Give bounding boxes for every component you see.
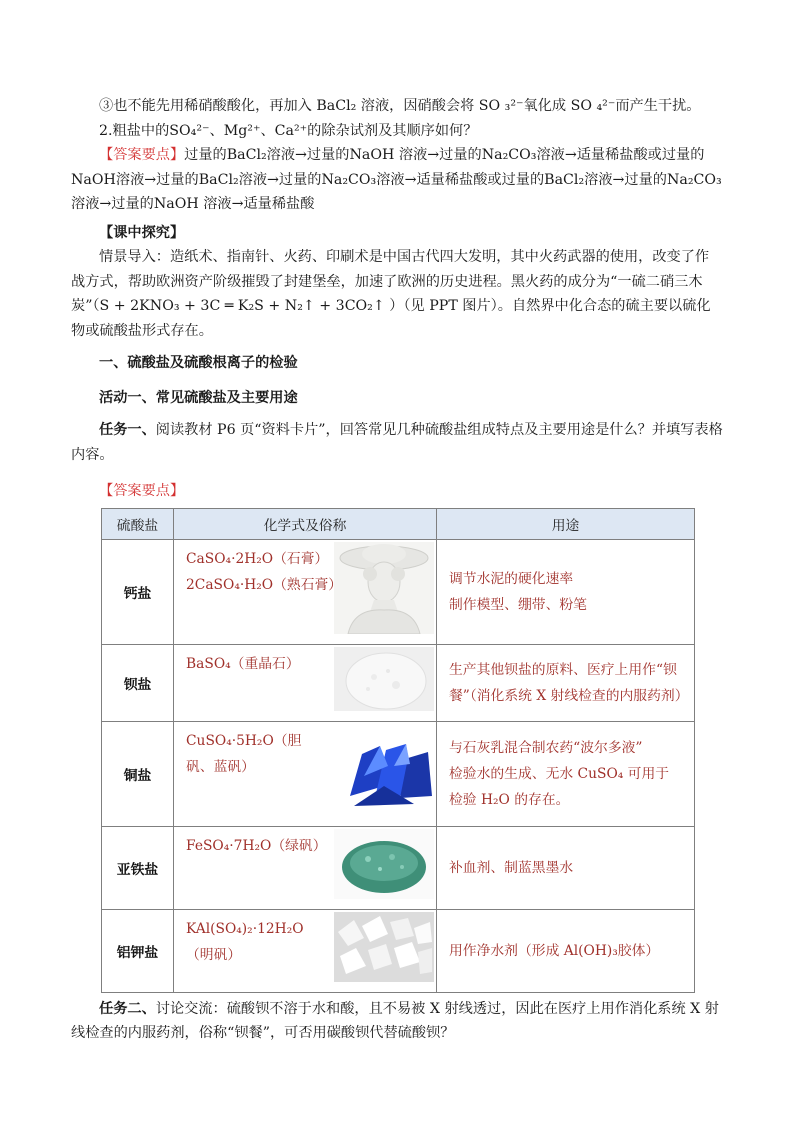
formula-line: CaSO₄·2H₂O（石膏） (186, 550, 329, 567)
table-row (102, 826, 695, 909)
formula-text (174, 910, 326, 968)
use-cell (437, 826, 695, 909)
answer-block-1 (71, 143, 723, 217)
use-line: 制作模型、绷带、粉笔 (449, 596, 587, 613)
formula-cell (174, 644, 437, 721)
table-row (102, 539, 695, 644)
use-line: 与石灰乳混合制农药“波尔多液” (449, 739, 643, 756)
table-header-row (102, 508, 695, 539)
table-row (102, 909, 695, 992)
use-line: 用作净水剂（形成 Al(OH)₃胶体） (449, 942, 660, 959)
salt-name: 铜盐 (102, 721, 174, 826)
formula-cell (174, 826, 437, 909)
sulfate-table-wrap (101, 508, 723, 993)
formula-text (174, 827, 436, 859)
formula-line: CuSO₄·5H₂O（胆矾、蓝矾） (186, 732, 302, 775)
table-row (102, 721, 695, 826)
header-use: 用途 (437, 508, 695, 539)
scene-intro: 情景导入：造纸术、指南针、火药、印刷术是中国古代四大发明，其中火药武器的使用，改变了作战方式，帮助欧洲资产阶级摧毁了封建堡垒，加速了欧洲的历史进程。黑火药的成分为“一硫二硝三木炭”（S + 2KNO₃ + 3C ═ K₂S + N₂↑ + 3CO₂↑ ）（见 PPT 图片）。自然界中化合态的硫主要以硫化物或硫酸盐形式存在。 (71, 249, 711, 339)
salt-name: 铝钾盐 (102, 909, 174, 992)
formula-text (174, 722, 326, 780)
salt-name: 钙盐 (102, 539, 174, 644)
activity-heading-1: 活动一、常见硫酸盐及主要用途 (99, 389, 298, 406)
task-2 (71, 997, 723, 1046)
line-nitric-acid-note: ③也不能先用稀硝酸酸化，再加入 BaCl₂ 溶液，因硝酸会将 SO ₃²⁻氧化成 SO ₄²⁻而产生干扰。 (99, 98, 701, 114)
formula-cell (174, 539, 437, 644)
document-page (71, 94, 723, 1046)
formula-cell (174, 721, 437, 826)
class-explore-heading: 【课中探究】 (99, 224, 185, 241)
use-line: 调节水泥的硬化速率 (449, 570, 574, 587)
task1-label: 任务一、 (99, 422, 156, 438)
task2-label: 任务二、 (99, 1000, 156, 1017)
formula-line: KAl(SO₄)₂·12H₂O（明矾） (186, 920, 304, 963)
answer-text: 过量的BaCl₂溶液→过量的NaOH 溶液→过量的Na₂CO₃溶液→适量稀盐酸或过量的NaOH溶液→过量的BaCl₂溶液→过量的Na₂CO₃溶液→适量稀盐酸或过量的BaCl₂溶液→过量的Na₂CO₃溶液→过量的NaOH 溶液→适量稀盐酸 (71, 147, 722, 212)
use-cell (437, 539, 695, 644)
blue-crystals-image (344, 736, 434, 808)
formula-line: FeSO₄·7H₂O（绿矾） (186, 837, 327, 854)
formula-line: 2CaSO₄·H₂O（熟石膏） (186, 576, 343, 593)
header-salt: 硫酸盐 (102, 508, 174, 539)
use-cell (437, 644, 695, 721)
sulfate-table (101, 508, 695, 993)
table-row (102, 644, 695, 721)
formula-text (174, 645, 436, 677)
answer-tag-2: 【答案要点】 (99, 483, 185, 499)
white-crystals-image (334, 912, 434, 982)
task2-text: 讨论交流：硫酸钡不溶于水和酸，且不易被 X 射线透过，因此在医疗上用作消化系统 X 射线检查的内服药剂，俗称“钡餐”，可否用碳酸钡代替硫酸钡？ (71, 1000, 719, 1041)
use-line: 补血剂、制蓝黑墨水 (449, 859, 574, 876)
formula-text (174, 540, 436, 598)
formula-cell (174, 909, 437, 992)
use-line: 检验水的生成、无水 CuSO₄ 可用于检验 H₂O 的存在。 (449, 765, 670, 808)
task-1 (71, 418, 723, 467)
salt-name: 亚铁盐 (102, 826, 174, 909)
task1-text: 阅读教材 P6 页“资料卡片”，回答常见几种硫酸盐组成特点及主要用途是什么？并填写表格内容。 (71, 422, 723, 463)
answer-tag: 【答案要点】 (99, 147, 185, 163)
use-cell (437, 721, 695, 826)
formula-line: BaSO₄（重晶石） (186, 655, 300, 672)
question-2: 2.粗盐中的SO₄²⁻、Mg²⁺、Ca²⁺的除杂试剂及其顺序如何？ (99, 122, 478, 139)
use-cell (437, 909, 695, 992)
use-line: 生产其他钡盐的原料、医疗上用作“钡餐”（消化系统 X 射线检查的内服药剂） (449, 661, 689, 704)
salt-name: 钡盐 (102, 644, 174, 721)
section-heading-1: 一、硫酸盐及硫酸根离子的检验 (99, 355, 298, 371)
header-formula: 化学式及俗称 (174, 508, 437, 539)
